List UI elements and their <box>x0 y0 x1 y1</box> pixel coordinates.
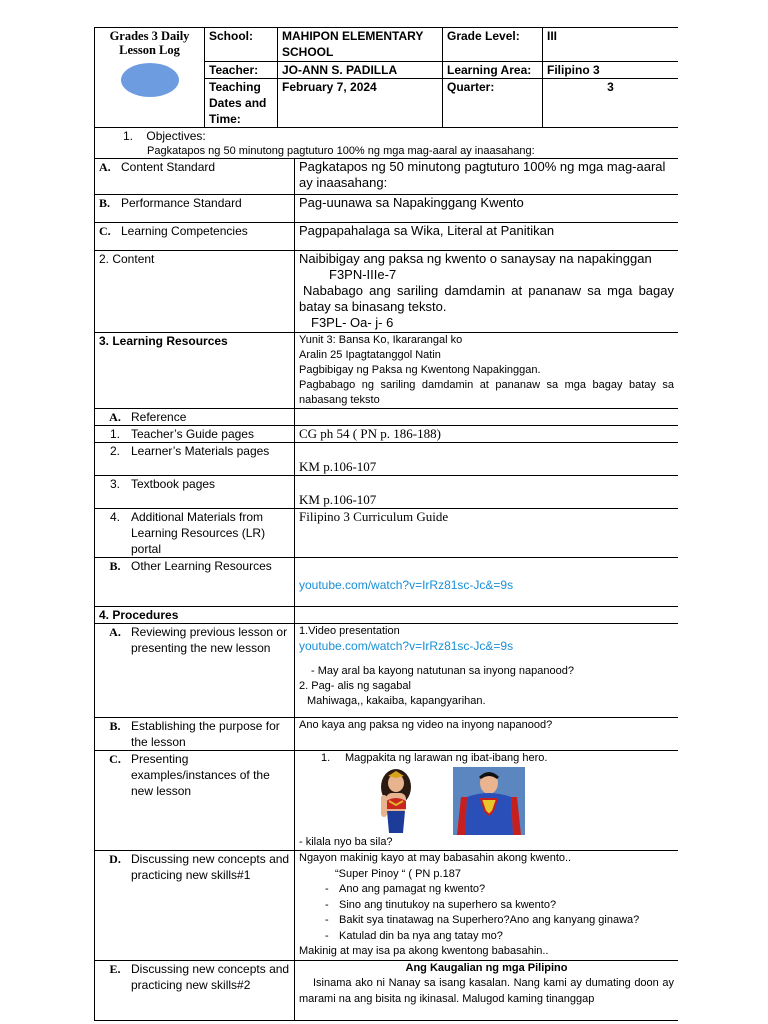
performance-standard-letter: B. <box>99 196 111 210</box>
teachers-guide-label: Teacher’s Guide pages <box>131 427 254 441</box>
performance-standard-value: Pag-uunawa sa Napakinggang Kwento <box>295 195 679 223</box>
proc-e-letter: E. <box>109 961 121 976</box>
content-line1: Naibibigay ang paksa ng kwento o sanaysay na napakinggan <box>299 251 652 266</box>
textbook-value: KM p.106-107 <box>295 476 679 509</box>
proc-a-label: Reviewing previous lesson or presenting the new lesson <box>131 625 288 655</box>
additional-label: Additional Materials from Learning Resources (LR) portal <box>131 510 266 556</box>
competencies-letter: C. <box>99 224 111 238</box>
objectives-row <box>95 128 679 159</box>
textbook-label-cell <box>95 476 295 509</box>
proc-e-label: Discussing new concepts and practicing new skills#2 <box>131 961 290 992</box>
resources-line3: Pagbibigay ng Paksa ng Kwentong Napakinggan. <box>299 364 541 376</box>
content-standard-letter: A. <box>99 160 111 174</box>
proc-c-question: - kilala nyo ba sila? <box>299 836 393 848</box>
quarter-value: 3 <box>543 79 679 128</box>
objectives-heading <box>99 128 674 144</box>
reference-label-cell <box>95 409 295 426</box>
competencies-value: Pagpapahalaga sa Wika, Literal at Panitikan <box>295 223 679 251</box>
proc-c-label: Presenting examples/instances of the new lesson <box>131 752 270 798</box>
content-standard-value: Pagkatapos ng 50 minutong pagtuturo 100% ng mga mag-aaral ay inaasahang: <box>295 159 679 195</box>
proc-b-value: Ano kaya ang paksa ng video na inyong napanood? <box>295 718 679 751</box>
proc-c-letter: C. <box>109 752 121 766</box>
dates-label: Teaching Dates and Time: <box>205 79 278 128</box>
learners-materials-num: 2. <box>109 444 120 458</box>
teacher-value: JO-ANN S. PADILLA <box>278 62 443 79</box>
proc-d-question: - Ano ang pamagat ng kwento? <box>325 882 674 898</box>
resources-label: 3. Learning Resources <box>95 333 295 409</box>
proc-d-question: - Bakit sya tinatawag na Superhero?Ano ang kanyang ginawa? <box>325 913 674 929</box>
content-code1: F3PN-IIIe-7 <box>329 267 397 282</box>
school-label: School: <box>205 28 278 62</box>
logo-oval <box>121 63 179 97</box>
reference-value <box>295 409 679 426</box>
other-resources-label: Other Learning Resources <box>131 559 272 573</box>
performance-standard-label-cell <box>95 195 295 223</box>
resources-line2: Aralin 25 Ipagtatanggol Natin <box>299 349 441 361</box>
proc-a-letter: A. <box>109 625 121 639</box>
log-title: Grades 3 Daily Lesson Log <box>109 29 190 57</box>
proc-a-line3: 2. Pag- alis ng sagabal <box>299 680 411 692</box>
area-label: Learning Area: <box>443 62 543 79</box>
content-standard-label: Content Standard <box>121 160 216 174</box>
proc-d-line1: Ngayon makinig kayo at may babasahin akong kwento.. <box>299 852 572 864</box>
proc-c-item-text: Magpakita ng larawan ng ibat-ibang hero. <box>345 752 548 764</box>
content-value-cell <box>295 251 679 333</box>
teachers-guide-label-cell <box>95 426 295 443</box>
wonder-woman-image <box>373 767 419 833</box>
content-standard-label-cell <box>95 159 295 195</box>
reference-letter: A. <box>109 410 121 424</box>
proc-d-label-cell <box>95 851 295 961</box>
proc-c-label-cell <box>95 751 295 851</box>
grade-label: Grade Level: <box>443 28 543 62</box>
procedures-label: 4. Procedures <box>95 607 295 624</box>
content-line2: Nababago ang sariling damdamin at pananaw sa mga bagay batay sa binasang teksto. <box>299 283 674 314</box>
reference-label: Reference <box>131 410 187 424</box>
lesson-table <box>94 127 678 1021</box>
log-title-cell <box>95 28 205 128</box>
teachers-guide-value: CG ph 54 ( PN p. 186-188) <box>295 426 679 443</box>
proc-a-line4: Mahiwaga,, kakaiba, kapangyarihan. <box>307 695 486 707</box>
learners-materials-value: KM p.106-107 <box>295 443 679 476</box>
superman-image <box>453 767 525 835</box>
content-code2: F3PL- Oa- j- 6 <box>311 315 394 330</box>
objectives-text: Pagkatapos ng 50 minutong pagtuturo 100% ng mga mag-aaral ay inaasahang: <box>147 145 535 157</box>
proc-a-value-cell <box>295 624 679 718</box>
additional-num: 4. <box>109 510 120 524</box>
proc-c-item <box>299 751 674 765</box>
competencies-label-cell <box>95 223 295 251</box>
proc-b-letter: B. <box>109 719 121 733</box>
proc-d-line2: “Super Pinoy “ ( PN p.187 <box>335 867 461 880</box>
teacher-label: Teacher: <box>205 62 278 79</box>
quarter-label: Quarter: <box>443 79 543 128</box>
hero-images <box>373 767 674 835</box>
resources-line4: Pagbabago ng sariling damdamin at pananaw sa mga bagay batay sa nabasang teksto <box>299 379 674 406</box>
dates-value: February 7, 2024 <box>278 79 443 128</box>
header-table <box>94 27 678 128</box>
objectives-label: Objectives: <box>146 129 206 143</box>
proc-e-value-cell <box>295 960 679 1020</box>
grade-value: III <box>543 28 679 62</box>
proc-a-label-cell <box>95 624 295 718</box>
proc-a-line1: 1.Video presentation <box>299 625 400 637</box>
proc-d-value-cell <box>295 851 679 961</box>
additional-value: Filipino 3 Curriculum Guide <box>295 509 679 558</box>
learners-materials-label-cell <box>95 443 295 476</box>
proc-b-label-cell <box>95 718 295 751</box>
proc-d-question: - Sino ang tinutukoy na superhero sa kwento? <box>325 898 674 914</box>
proc-b-label: Establishing the purpose for the lesson <box>131 719 280 749</box>
competencies-label: Learning Competencies <box>121 224 248 238</box>
textbook-num: 3. <box>109 477 120 491</box>
proc-d-question: - Katulad din ba nya ang tatay mo? <box>325 929 674 945</box>
proc-e-title: Ang Kaugalian ng mga Pilipino <box>405 961 568 974</box>
teachers-guide-num: 1. <box>109 427 120 441</box>
proc-d-line3: Makinig at may isa pa akong kwentong babasahin.. <box>299 945 549 957</box>
proc-e-text: Isinama ako ni Nanay sa isang kasalan. Nang kami ay dumating doon ay marami na ang bisita ng ikinasal. Malugod kaming tinanggap <box>299 977 674 1005</box>
school-value: MAHIPON ELEMENTARY SCHOOL <box>278 28 443 62</box>
proc-a-line2: - May aral ba kayong natutunan sa inyong napanood? <box>311 665 574 677</box>
proc-c-item-num: 1. <box>321 752 331 764</box>
other-resources-link[interactable]: youtube.com/watch?v=IrRz81sc-Jc&=9s <box>295 558 679 607</box>
learners-materials-label: Learner’s Materials pages <box>131 444 270 458</box>
performance-standard-label: Performance Standard <box>121 196 242 210</box>
resources-line1: Yunit 3: Bansa Ko, Ikararangal ko <box>299 334 463 346</box>
area-value: Filipino 3 <box>543 62 679 79</box>
proc-c-value-cell <box>295 751 679 851</box>
proc-d-questions <box>299 882 674 944</box>
other-resources-label-cell <box>95 558 295 607</box>
other-resources-letter: B. <box>109 559 121 573</box>
content-label: 2. Content <box>95 251 295 333</box>
proc-d-label: Discussing new concepts and practicing new skills#1 <box>131 852 290 882</box>
textbook-label: Textbook pages <box>131 477 216 491</box>
objectives-num: 1. <box>123 129 134 143</box>
resources-value-cell <box>295 333 679 409</box>
lesson-log-sheet <box>94 27 678 1024</box>
proc-e-label-cell <box>95 960 295 1020</box>
additional-label-cell <box>95 509 295 558</box>
procedures-value <box>295 607 679 624</box>
proc-a-link[interactable]: youtube.com/watch?v=IrRz81sc-Jc&=9s <box>299 639 514 653</box>
proc-d-letter: D. <box>109 852 121 866</box>
